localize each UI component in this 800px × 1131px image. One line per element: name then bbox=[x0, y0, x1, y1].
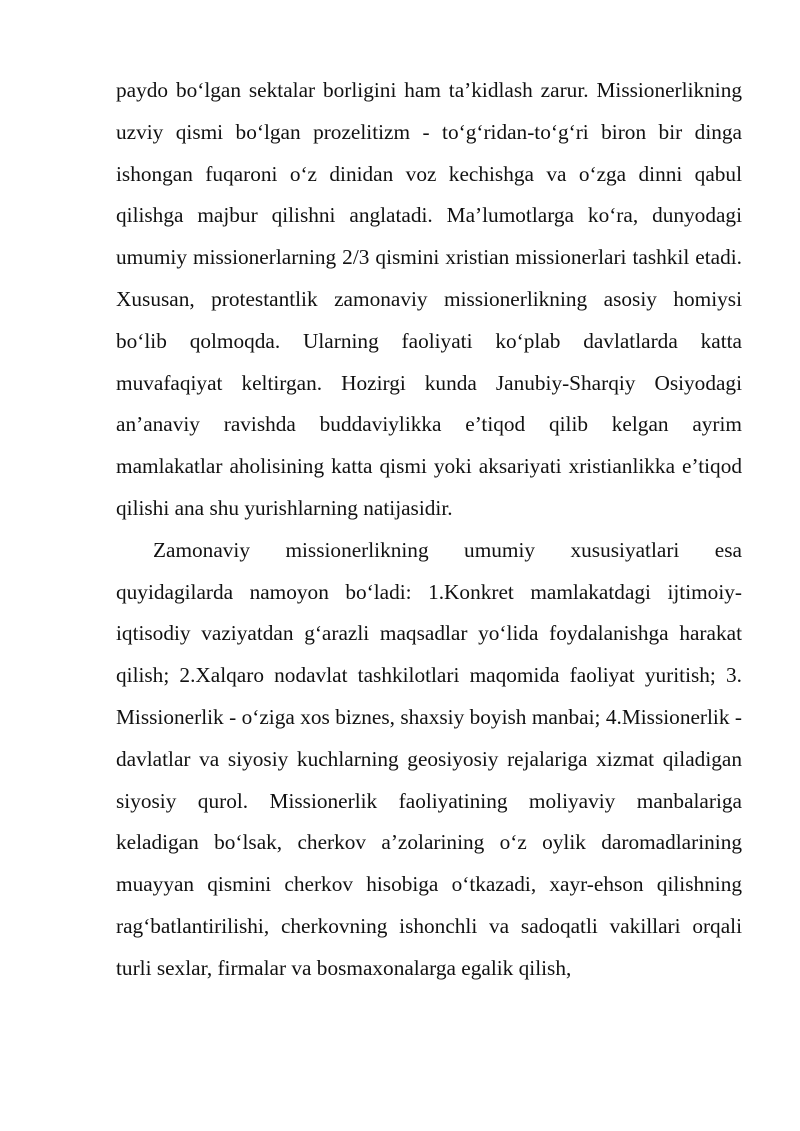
document-page bbox=[116, 70, 742, 990]
paragraph: Zamonaviy missionerlikning umumiy xususiyatlari esa quyidagilarda namoyon bo‘ladi: 1.Konkret mamlakatdagi ijtimoiy-iqtisodiy vaziyatdan g‘arazli maqsadlar yo‘lida foydalanishga harakat qilish; 2.Xalqaro nodavlat tashkilotlari maqomida faoliyat yuritish; 3. Missionerlik - o‘ziga xos biznes, shaxsiy boyish manbai; 4.Missionerlik - davlatlar va siyosiy kuchlarning geosiyosiy rejalariga xizmat qiladigan siyosiy qurol. Missionerlik faoliyatining moliyaviy manbalariga keladigan bo‘lsak, cherkov a’zolarining o‘z oylik daromadlarining muayyan qismini cherkov hisobiga o‘tkazadi, xayr-ehson qilishning rag‘batlantirilishi, cherkovning ishonchli va sadoqatli vakillari orqali turli sexlar, firmalar va bosmaxonalarga egalik qilish, bbox=[116, 537, 742, 980]
paragraph: paydo bo‘lgan sektalar borligini ham ta’kidlash zarur. Missionerlikning uzviy qismi bo‘lgan prozelitizm - to‘g‘ridan-to‘g‘ri biron bir dinga ishongan fuqaroni o‘z dinidan voz kechishga va o‘zga dinni qabul qilishga majbur qilishni anglatadi. Ma’lumotlarga ko‘ra, dunyodagi umumiy missionerlarning 2/3 qismini xristian missionerlari tashkil etadi. Xususan, protestantlik zamonaviy missionerlikning asosiy homiysi bo‘lib qolmoqda. Ularning faoliyati ko‘plab davlatlarda katta muvafaqiyat keltirgan. Hozirgi kunda Janubiy-Sharqiy Osiyodagi an’anaviy ravishda buddaviylikka e’tiqod qilib kelgan ayrim mamlakatlar aholisining katta qismi yoki aksariyati xristianlikka e’tiqod qilishi ana shu yurishlarning natijasidir. bbox=[116, 78, 742, 520]
